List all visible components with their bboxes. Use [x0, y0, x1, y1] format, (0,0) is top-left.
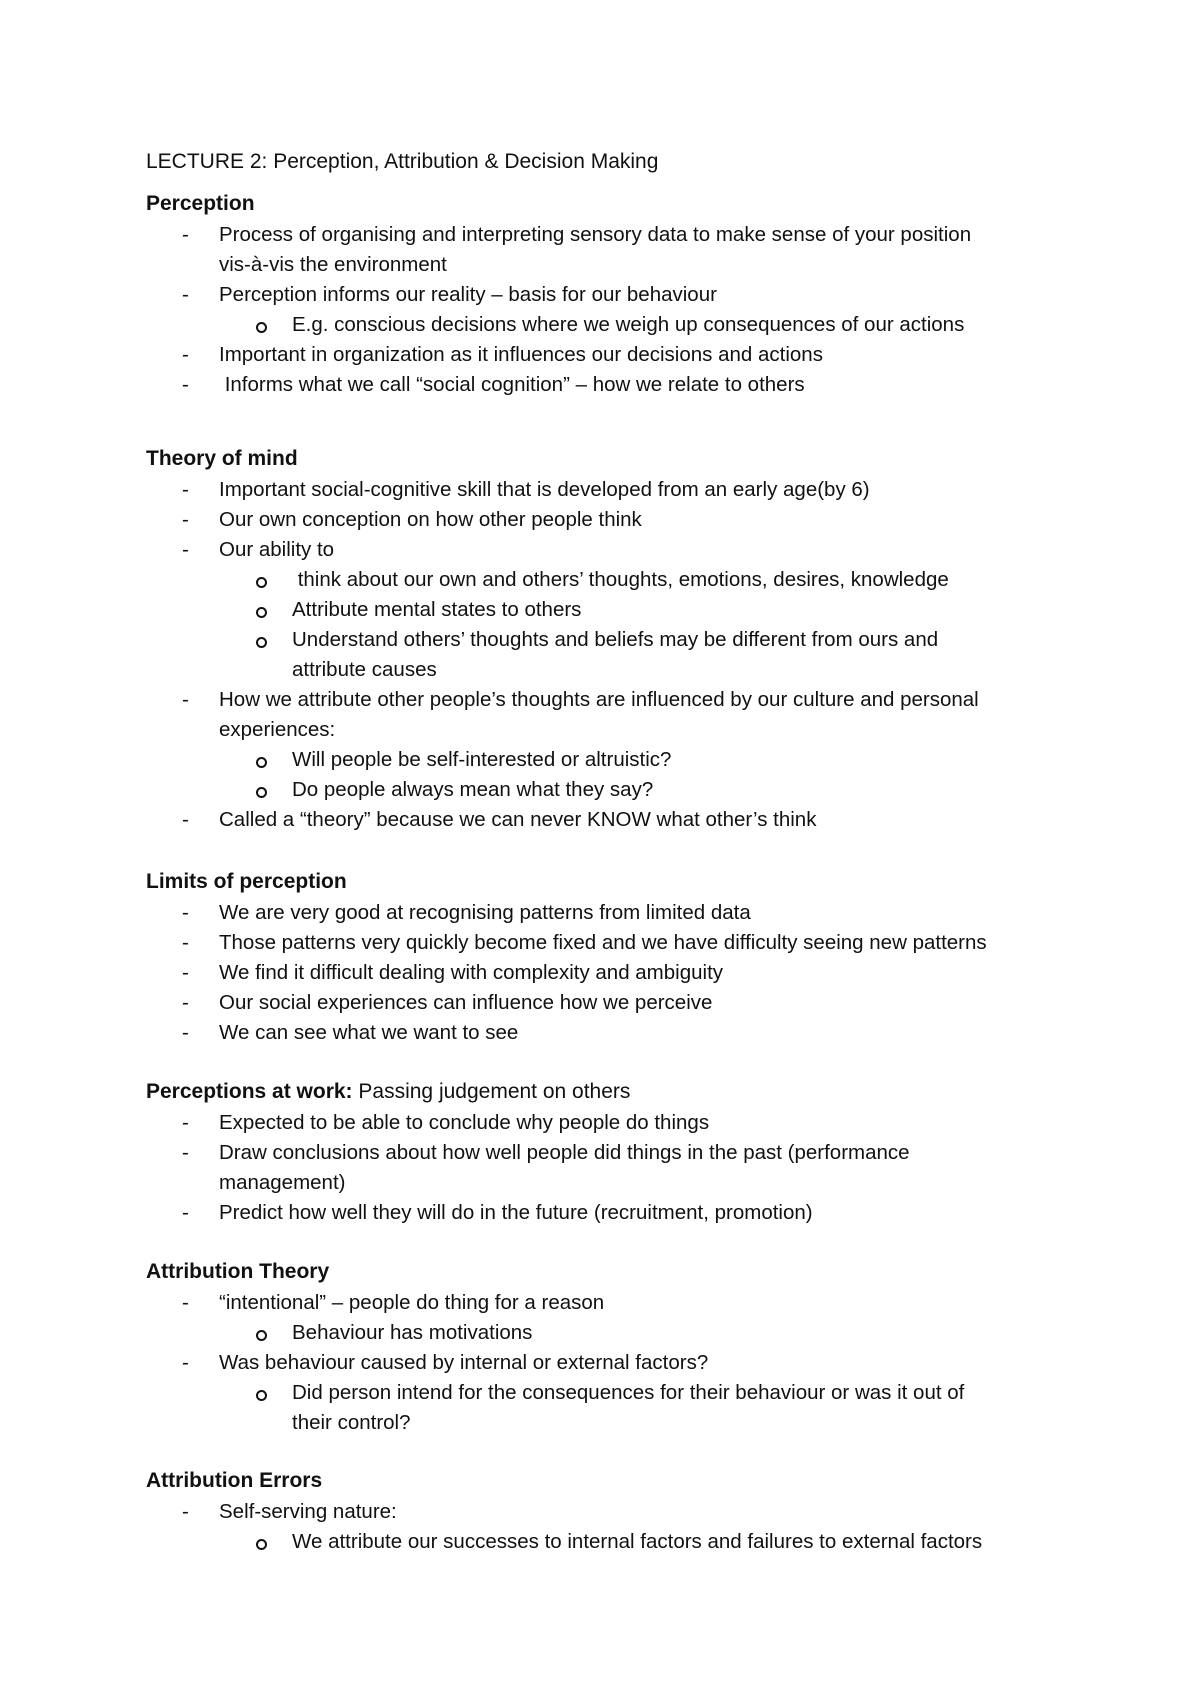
list-item-text: vis-à-vis the environment — [219, 253, 447, 276]
sub-list-item-text: E.g. conscious decisions where we weigh up consequences of our actions — [292, 313, 965, 336]
sub-list-item — [146, 745, 1086, 775]
sub-list-item-text: Did person intend for the consequences for their behaviour or was it out of — [292, 1381, 965, 1404]
sub-list-item — [146, 775, 1086, 805]
section-heading: Attribution Theory — [146, 1260, 330, 1283]
sub-list-item — [146, 1527, 1086, 1557]
list-item — [146, 535, 1086, 565]
list-item-text: Self-serving nature: — [219, 1500, 397, 1523]
sub-list-item-text: Will people be self-interested or altruistic? — [292, 748, 672, 771]
sub-list-item — [146, 1378, 1086, 1408]
section-heading: Limits of perception — [146, 870, 347, 893]
section-heading: Attribution Errors — [146, 1469, 323, 1492]
circle-bullet-icon — [256, 757, 267, 768]
section-heading — [146, 1078, 1086, 1108]
page-title: LECTURE 2: Perception, Attribution & Decision Making — [146, 150, 659, 173]
list-item — [146, 370, 1086, 400]
list-item-text: “intentional” – people do thing for a reason — [219, 1291, 605, 1314]
dash-bullet: - — [182, 931, 189, 954]
sub-list-item-text: think about our own and others’ thoughts, emotions, desires, knowledge — [292, 568, 949, 591]
list-item-text: Important in organization as it influences our decisions and actions — [219, 343, 823, 366]
list-item-text: Process of organising and interpreting sensory data to make sense of your position — [219, 223, 972, 246]
sub-list-item — [146, 565, 1086, 595]
dash-bullet: - — [182, 508, 189, 531]
sub-list-item-continuation — [146, 655, 1086, 685]
list-item — [146, 280, 1086, 310]
sub-list-item-text: We attribute our successes to internal factors and failures to external factors — [292, 1530, 983, 1553]
section-attribution-errors — [146, 1467, 1086, 1557]
list-item — [146, 1198, 1086, 1228]
dash-bullet: - — [182, 1500, 189, 1523]
circle-bullet-icon — [256, 637, 267, 648]
dash-bullet: - — [182, 991, 189, 1014]
sub-list-item-text: attribute causes — [292, 658, 437, 681]
list-item-text: management) — [219, 1171, 346, 1194]
section-heading: Perception — [146, 192, 255, 215]
list-item — [146, 1288, 1086, 1318]
list-item-text: Expected to be able to conclude why people do things — [219, 1111, 710, 1134]
dash-bullet: - — [182, 1351, 189, 1374]
list-item-text: Our ability to — [219, 538, 335, 561]
circle-bullet-icon — [256, 787, 267, 798]
circle-bullet-icon — [256, 1390, 267, 1401]
list-item — [146, 898, 1086, 928]
dash-bullet: - — [182, 373, 189, 396]
list-item — [146, 1348, 1086, 1378]
section-attribution-theory — [146, 1258, 1086, 1438]
dash-bullet: - — [182, 688, 189, 711]
circle-bullet-icon — [256, 1330, 267, 1341]
section-perceptions-at-work — [146, 1078, 1086, 1228]
list-item — [146, 220, 1086, 250]
list-item-text: We find it difficult dealing with complexity and ambiguity — [219, 961, 724, 984]
sub-list-item-continuation — [146, 1408, 1086, 1438]
section-limits-of-perception — [146, 868, 1086, 1048]
dash-bullet: - — [182, 1021, 189, 1044]
dash-bullet: - — [182, 283, 189, 306]
list-item-text: Predict how well they will do in the future (recruitment, promotion) — [219, 1201, 813, 1224]
dash-bullet: - — [182, 478, 189, 501]
list-item — [146, 475, 1086, 505]
circle-bullet-icon — [256, 322, 267, 333]
list-item-continuation — [146, 1168, 1086, 1198]
sub-list-item — [146, 595, 1086, 625]
list-item-text: How we attribute other people’s thoughts are influenced by our culture and personal — [219, 688, 979, 711]
list-item — [146, 1497, 1086, 1527]
circle-bullet-icon — [256, 577, 267, 588]
sub-list-item — [146, 1318, 1086, 1348]
dash-bullet: - — [182, 223, 189, 246]
sub-list-item-text: Attribute mental states to others — [292, 598, 582, 621]
dash-bullet: - — [182, 1111, 189, 1134]
list-item-text: Informs what we call “social cognition” – how we relate to others — [219, 373, 805, 396]
list-item-continuation — [146, 250, 1086, 280]
list-item — [146, 340, 1086, 370]
list-item-text: experiences: — [219, 718, 336, 741]
list-item — [146, 928, 1086, 958]
dash-bullet: - — [182, 808, 189, 831]
section-heading-bold: Perceptions at work: — [146, 1080, 353, 1103]
list-item — [146, 1138, 1086, 1168]
sub-list-item — [146, 310, 1086, 340]
dash-bullet: - — [182, 1201, 189, 1224]
list-item-text: Perception informs our reality – basis for our behaviour — [219, 283, 717, 306]
list-item-text: We are very good at recognising patterns from limited data — [219, 901, 751, 924]
list-item — [146, 1108, 1086, 1138]
section-perception — [146, 190, 1086, 400]
dash-bullet: - — [182, 343, 189, 366]
list-item — [146, 1018, 1086, 1048]
list-item-text: Important social-cognitive skill that is developed from an early age(by 6) — [219, 478, 870, 501]
list-item-text: Was behaviour caused by internal or external factors? — [219, 1351, 709, 1374]
list-item — [146, 988, 1086, 1018]
list-item-text: Called a “theory” because we can never KNOW what other’s think — [219, 808, 817, 831]
sub-list-item-text: Understand others’ thoughts and beliefs may be different from ours and — [292, 628, 939, 651]
sub-list-item-text: Behaviour has motivations — [292, 1321, 533, 1344]
list-item-text: Draw conclusions about how well people did things in the past (performance — [219, 1141, 910, 1164]
list-item-continuation — [146, 715, 1086, 745]
list-item — [146, 958, 1086, 988]
list-item — [146, 805, 1086, 835]
list-item-text: Those patterns very quickly become fixed and we have difficulty seeing new patterns — [219, 931, 987, 954]
dash-bullet: - — [182, 961, 189, 984]
sub-list-item-text: Do people always mean what they say? — [292, 778, 654, 801]
circle-bullet-icon — [256, 607, 267, 618]
section-heading-rest: Passing judgement on others — [352, 1080, 631, 1103]
dash-bullet: - — [182, 1291, 189, 1314]
list-item-text: Our social experiences can influence how we perceive — [219, 991, 713, 1014]
list-item-text: Our own conception on how other people think — [219, 508, 642, 531]
section-heading: Theory of mind — [146, 447, 298, 470]
list-item-text: We can see what we want to see — [219, 1021, 519, 1044]
dash-bullet: - — [182, 901, 189, 924]
list-item — [146, 685, 1086, 715]
circle-bullet-icon — [256, 1539, 267, 1550]
dash-bullet: - — [182, 538, 189, 561]
sub-list-item — [146, 625, 1086, 655]
section-theory-of-mind — [146, 445, 1086, 835]
sub-list-item-text: their control? — [292, 1411, 411, 1434]
dash-bullet: - — [182, 1141, 189, 1164]
list-item — [146, 505, 1086, 535]
